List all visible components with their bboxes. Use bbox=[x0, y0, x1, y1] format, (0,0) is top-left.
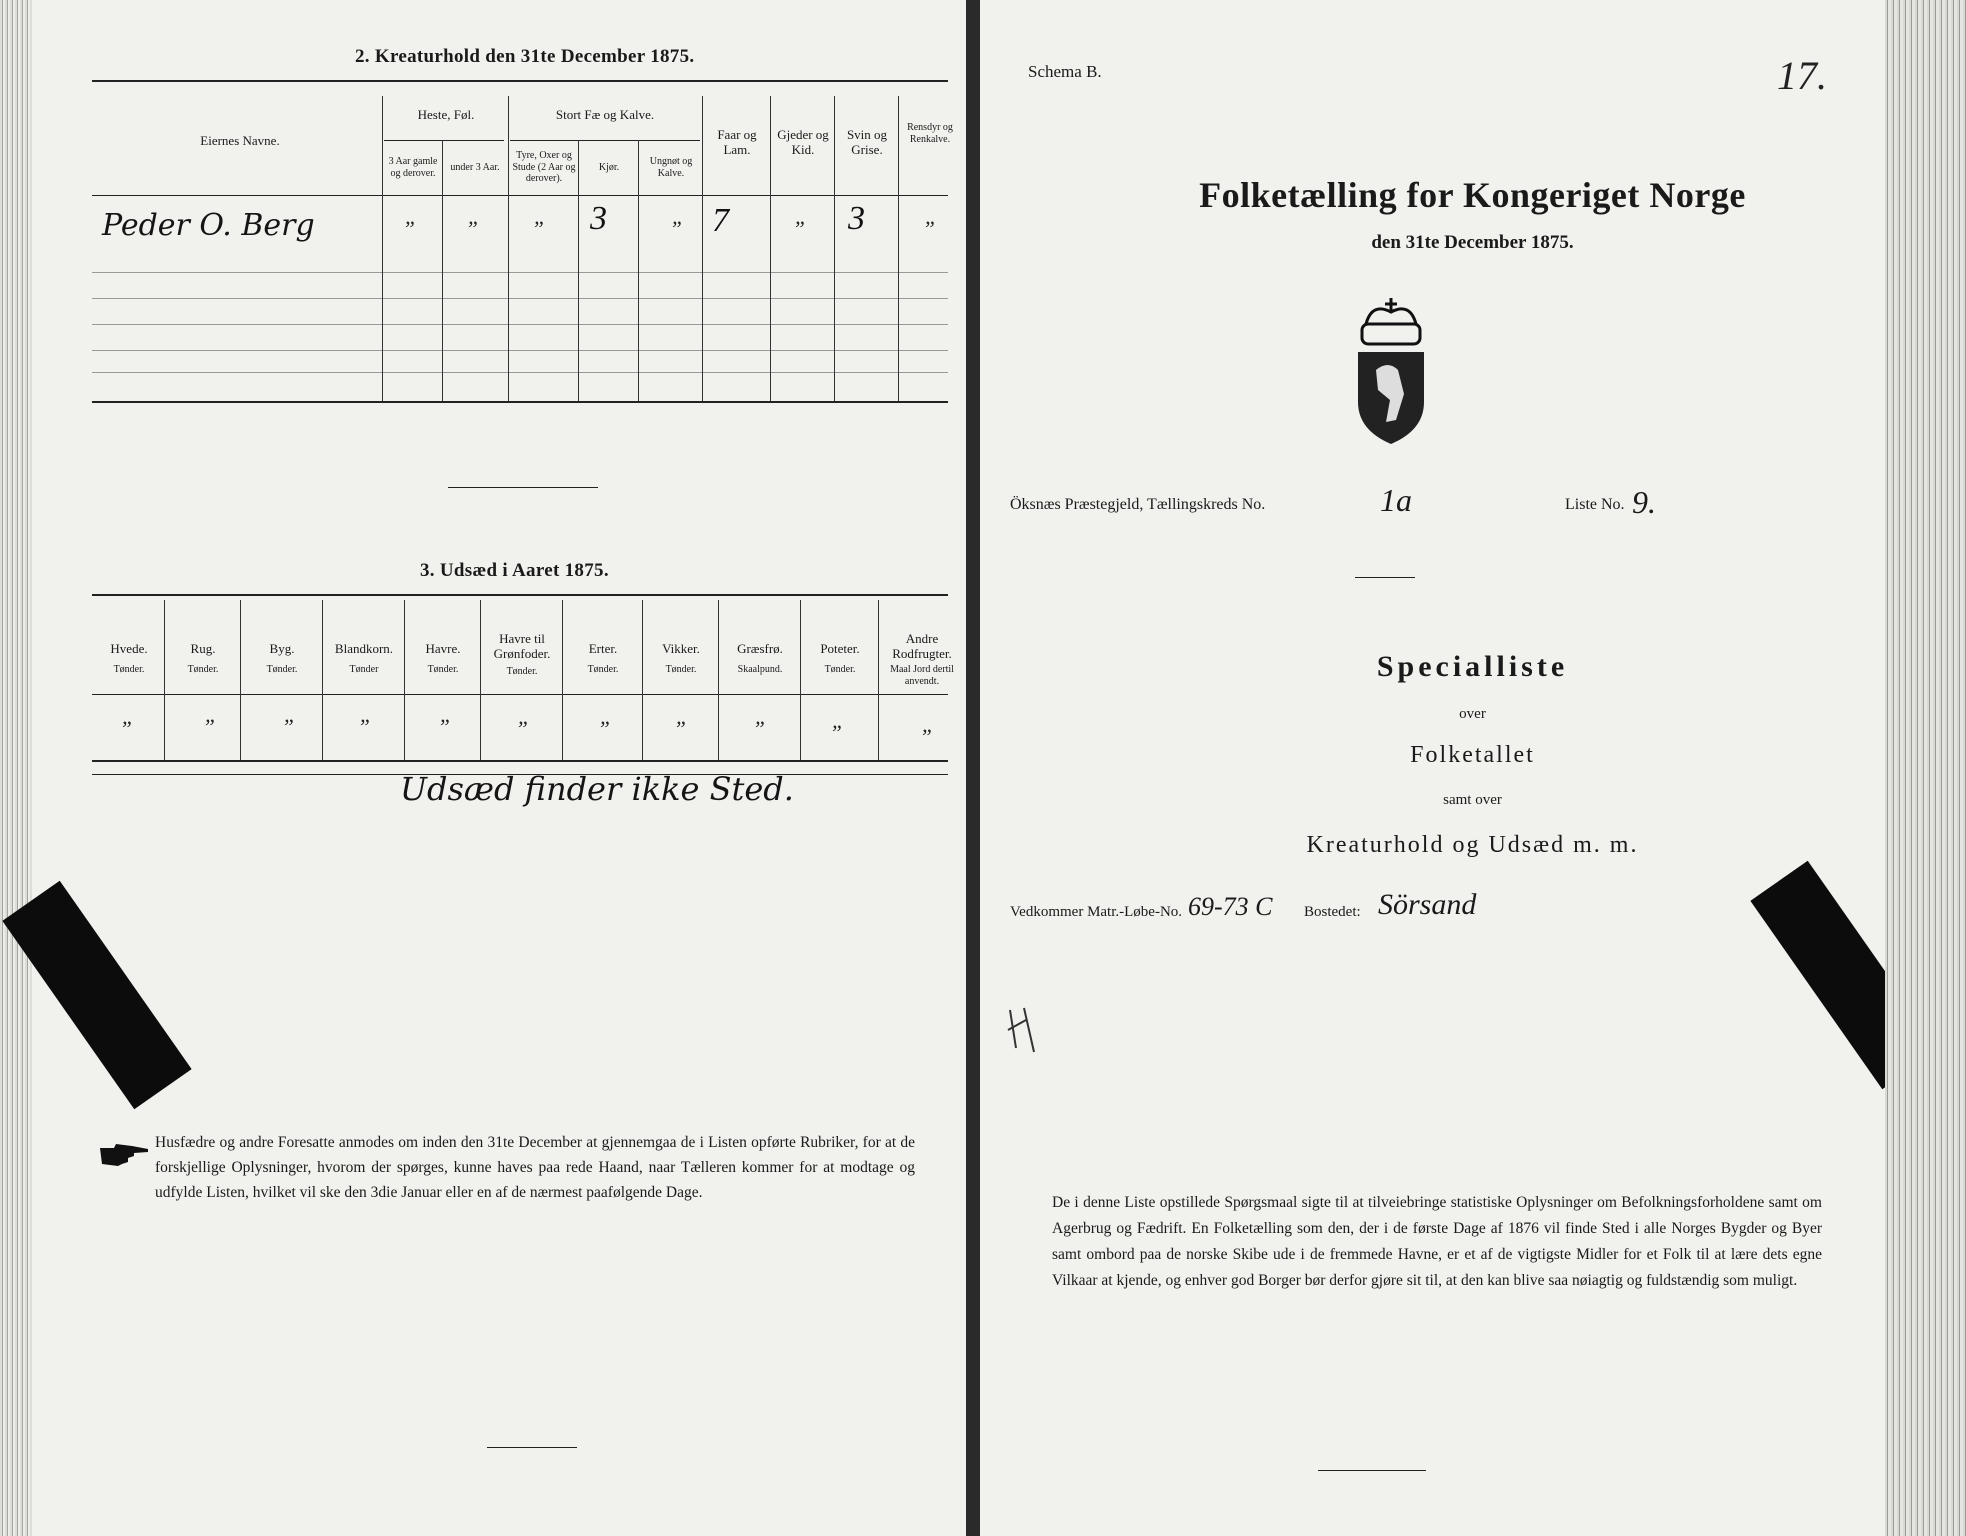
main-date: den 31te December 1875. bbox=[1371, 232, 1574, 253]
table-rule bbox=[92, 594, 948, 596]
page-number: 17. bbox=[1777, 53, 1827, 98]
seed-cell: „ bbox=[360, 702, 373, 727]
bosted-value: Sörsand bbox=[1378, 888, 1477, 921]
seed-header-havre-gronfoder: Havre til Grønfoder. bbox=[493, 631, 551, 661]
divider bbox=[448, 487, 598, 488]
seed-header-blandkorn: Blandkorn. bbox=[334, 641, 394, 656]
seed-cell: „ bbox=[122, 704, 135, 729]
liste-value: 9. bbox=[1632, 484, 1656, 520]
seed-cell: „ bbox=[832, 708, 845, 733]
seed-cell: „ bbox=[600, 704, 613, 729]
table-rule bbox=[92, 694, 948, 695]
seed-cell: „ bbox=[922, 712, 935, 737]
seed-header-vikker: Vikker. bbox=[662, 641, 700, 656]
seed-note-handwritten: Udsæd finder ikke Sted. bbox=[400, 770, 794, 808]
subheader-heste-old: 3 Aar gamle og derover. bbox=[388, 156, 438, 179]
cell-rensdyr: „ bbox=[925, 204, 938, 229]
seed-cell: „ bbox=[440, 702, 453, 727]
intro-text: De i denne Liste opstillede Spørgsmaal sigte til at tilveiebringe statistiske Oplysninger om Befolkningsforholdene samt om Agerbrug og Fædrift. En Folketælling som den, der i de første Dage af 1876 vil finde Sted i alle Norges Bygder og Byer samt ombord paa de norske Skibe ude i de fremmede Havne, er et af de vigtigste Midler for et Folk til at lære dets egne Vilkaar at kjende, og enhver god Borger bør derfor gjøre sit til, at den kan blive saa nøiagtig og fuldstændig som muligt. bbox=[1052, 1194, 1822, 1289]
parish-value: 1a bbox=[1380, 482, 1412, 518]
parish-label: Öksnæs Præstegjeld, Tællingskreds No. bbox=[1010, 496, 1266, 513]
left-page: 2. Kreaturhold den 31te December 1875. Eiernes Navne. Heste, Føl. 3 Aar gamle og derover. under 3 Aar. Stort Fæ og Kalve. Tyre, Oxer og Stude (2 Aar og derover). Kjør. Ungnøt og Kalve. Faar og Lam. Gjeder og Kid. Svin og Grise. Rensdyr og Renkalve. Peder O. Berg „ „ „ 3 „ 7 „ 3 „ 3. Udsæd i Aaret 1875. Hvede. Tønder. Rug. Tønder. Byg. Tønder. Blandkorn. Tønder Havre. Tønder. Havre til Grønfoder. Tønder. Erter. Tønder. Vikker. Tønder. Græsfrø. Skaalpund. Poteter. Tønder. Andre Rodfrugter. Maal Jord dertil anvendt. „ „ „ „ „ „ „ „ „ „ „ Udsæd finder ikke Sted. Husfædre og andre Foresatte anmodes om inden den 31te December at gjennemgaa de i Listen opførte Rubriker, for at de forskjellige Oplysninger, hvorom der spørges, kunne haves paa rede Haand, naar Tælleren kommer for at modtage og udfylde Listen, hvilket vil ske den 3die Januar eller en af de nærmest paafølgende Dage. bbox=[0, 0, 966, 1536]
coat-of-arms-icon bbox=[1352, 298, 1430, 448]
seed-header-erter: Erter. bbox=[588, 641, 618, 656]
cell-svin: 3 bbox=[848, 200, 865, 237]
seed-header-graesfro: Græsfrø. bbox=[737, 641, 783, 656]
header-rensdyr: Rensdyr og Renkalve. bbox=[907, 122, 953, 145]
header-svin: Svin og Grise. bbox=[846, 127, 888, 157]
seed-header-poteter: Poteter. bbox=[820, 641, 860, 656]
cell-faar: 7 bbox=[712, 202, 729, 239]
cell-heste-old: „ bbox=[405, 204, 418, 229]
cell-ungnot: „ bbox=[672, 204, 685, 229]
seed-cell: „ bbox=[284, 702, 297, 727]
seed-cell: „ bbox=[205, 702, 218, 727]
owner-name-handwritten: Peder O. Berg bbox=[102, 208, 315, 243]
header-owner: Eiernes Navne. bbox=[200, 133, 280, 148]
header-stort-fae: Stort Fæ og Kalve. bbox=[555, 107, 655, 122]
header-faar: Faar og Lam. bbox=[717, 127, 757, 157]
table-rule bbox=[92, 401, 948, 403]
cell-heste-young: „ bbox=[468, 204, 481, 229]
seed-header-byg: Byg. bbox=[269, 641, 295, 656]
main-title: Folketælling for Kongeriget Norge bbox=[1199, 175, 1746, 215]
section3-title: 3. Udsæd i Aaret 1875. bbox=[420, 560, 609, 581]
pointing-hand-icon bbox=[98, 1140, 150, 1170]
subheader-tyre: Tyre, Oxer og Stude (2 Aar og derover). bbox=[512, 150, 576, 184]
notice-text: Husfædre og andre Foresatte anmodes om inden den 31te December at gjennemgaa de i Listen opførte Rubriker, for at de forskjellige Oplysninger, hvorom der spørges, kunne haves paa rede Haand, naar Tælleren kommer for at modtage og udfylde Listen, hvilket vil ske den 3die Januar eller en af de nærmest paafølgende Dage. bbox=[155, 1134, 915, 1201]
seed-cell: „ bbox=[518, 704, 531, 729]
kreaturhold-line: Kreaturhold og Udsæd m. m. bbox=[1306, 832, 1639, 858]
cell-tyre: „ bbox=[534, 204, 547, 229]
subheader-kjor: Kjør. bbox=[598, 162, 620, 173]
folketallet: Folketallet bbox=[1410, 742, 1535, 768]
table-rule bbox=[92, 195, 948, 196]
cell-gjeder: „ bbox=[795, 204, 808, 229]
right-page: Schema B. 17. Folketælling for Kongeriget Norge den 31te December 1875. Öksnæs Præstegjeld, Tællingskreds No. 1a Liste No. 9. Specialliste over Folketallet samt over Kreaturhold og Udsæd m. m. Vedkommer Matr.-Løbe-No. 69-73 C Bostedet: Sörsand De i denne Liste opstillede Spørgsmaal sigte til at tilveiebringe statistiske Oplysninger om Befolkningsforholdene samt om Agerbrug og Fædrift. En Folketælling som den, der i de første Dage af 1876 vil finde Sted i alle Norges Bygder og Byer samt ombord paa de norske Skibe ude i de fremmede Havne, er et af de vigtigste Midler for et Folk til at lære dets egne Vilkaar at kjende, og enhver god Borger bør derfor gjøre sit til, at den kan blive saa nøiagtig og fuldstændig som muligt. bbox=[980, 0, 1885, 1536]
matr-value: 69-73 C bbox=[1188, 892, 1273, 921]
divider bbox=[1318, 1470, 1426, 1471]
subheader-ungnot: Ungnøt og Kalve. bbox=[649, 156, 693, 179]
bosted-label: Bostedet: bbox=[1304, 904, 1361, 920]
seed-cell: „ bbox=[676, 704, 689, 729]
pencil-mark-icon bbox=[1004, 1000, 1044, 1060]
table-rule bbox=[92, 760, 948, 762]
cell-kjor: 3 bbox=[590, 200, 607, 237]
divider bbox=[1355, 577, 1415, 578]
seed-header-havre: Havre. bbox=[425, 641, 461, 656]
page-edges bbox=[1885, 0, 1966, 1536]
seed-header-andre: Andre Rodfrugter. bbox=[892, 631, 952, 661]
page-edges bbox=[0, 0, 32, 1536]
header-heste: Heste, Føl. bbox=[417, 107, 475, 122]
specialliste-title: Specialliste bbox=[1376, 650, 1569, 683]
seed-header-hvede: Hvede. bbox=[110, 641, 148, 656]
liste-label: Liste No. bbox=[1565, 496, 1625, 513]
section2-title: 2. Kreaturhold den 31te December 1875. bbox=[355, 46, 695, 67]
seed-header-rug: Rug. bbox=[190, 641, 216, 656]
page-clip bbox=[1750, 861, 1885, 1090]
header-gjeder: Gjeder og Kid. bbox=[777, 127, 829, 157]
schema-label: Schema B. bbox=[1028, 62, 1102, 81]
divider bbox=[487, 1447, 577, 1448]
table-rule bbox=[92, 80, 948, 82]
seed-cell: „ bbox=[755, 704, 768, 729]
matr-label: Vedkommer Matr.-Løbe-No. bbox=[1010, 904, 1183, 920]
subheader-heste-young: under 3 Aar. bbox=[450, 162, 500, 173]
book-spine bbox=[966, 0, 980, 1536]
